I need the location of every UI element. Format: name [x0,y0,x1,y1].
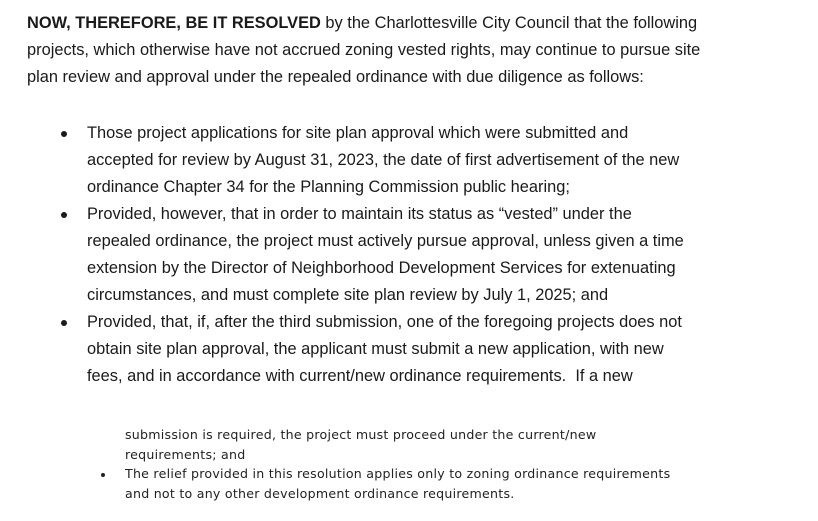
condition-2-line-2: repealed ordinance, the project must actively pursue approval, unless given a time [87,232,684,250]
condition-2-line-1: Provided, however, that in order to maintain its status as “vested” under the [87,205,632,223]
condition-3-line-2: obtain site plan approval, the applicant must submit a new application, with new [87,340,664,358]
bullet-dot-icon [61,131,67,137]
condition-item-2 [61,201,781,309]
continuation-line-2: requirements; and [125,446,246,462]
continuation-line-1: submission is required, the project must proceed under the current/new [125,427,597,442]
final-bullet-line-1: The relief provided in this resolution applies only to zoning ordinance requirements [125,466,671,481]
condition-2-line-4: circumstances, and must complete site plan review by July 1, 2025; and [87,286,609,304]
condition-item-3 [61,309,781,390]
resolved-paragraph [27,10,807,91]
resolved-lead: NOW, THEREFORE, BE IT RESOLVED [27,14,321,32]
resolved-intro-line-3: plan review and approval under the repealed ordinance with due diligence as follows: [27,68,644,86]
continuation-paragraph [96,425,776,464]
bullet-dot-icon [61,320,67,326]
condition-3-line-3: fees, and in accordance with current/new ordinance requirements. If a new [87,367,633,385]
condition-3-line-1: Provided, that, if, after the third submission, one of the foregoing projects does not [87,313,682,331]
resolved-intro-line-1: by the Charlottesville City Council that the following [320,14,698,32]
condition-1-line-3: ordinance Chapter 34 for the Planning Commission public hearing; [87,178,570,196]
resolution-upper-section [27,10,807,91]
final-bullet-item [96,464,776,503]
condition-2-line-3: extension by the Director of Neighborhood Development Services for extenuating [87,259,676,277]
condition-1-line-1: Those project applications for site plan approval which were submitted and [87,124,629,142]
bullet-dot-icon [61,212,67,218]
bullet-dot-icon [101,473,105,477]
final-bullet-line-2: and not to any other development ordinance requirements. [125,485,515,501]
condition-item-1 [61,120,781,201]
resolved-intro-line-2: projects, which otherwise have not accrued zoning vested rights, may continue to pursue site [27,41,701,59]
resolution-lower-section [96,425,776,503]
condition-1-line-2: accepted for review by August 31, 2023, the date of first advertisement of the new [87,151,680,169]
conditions-list [61,120,781,390]
